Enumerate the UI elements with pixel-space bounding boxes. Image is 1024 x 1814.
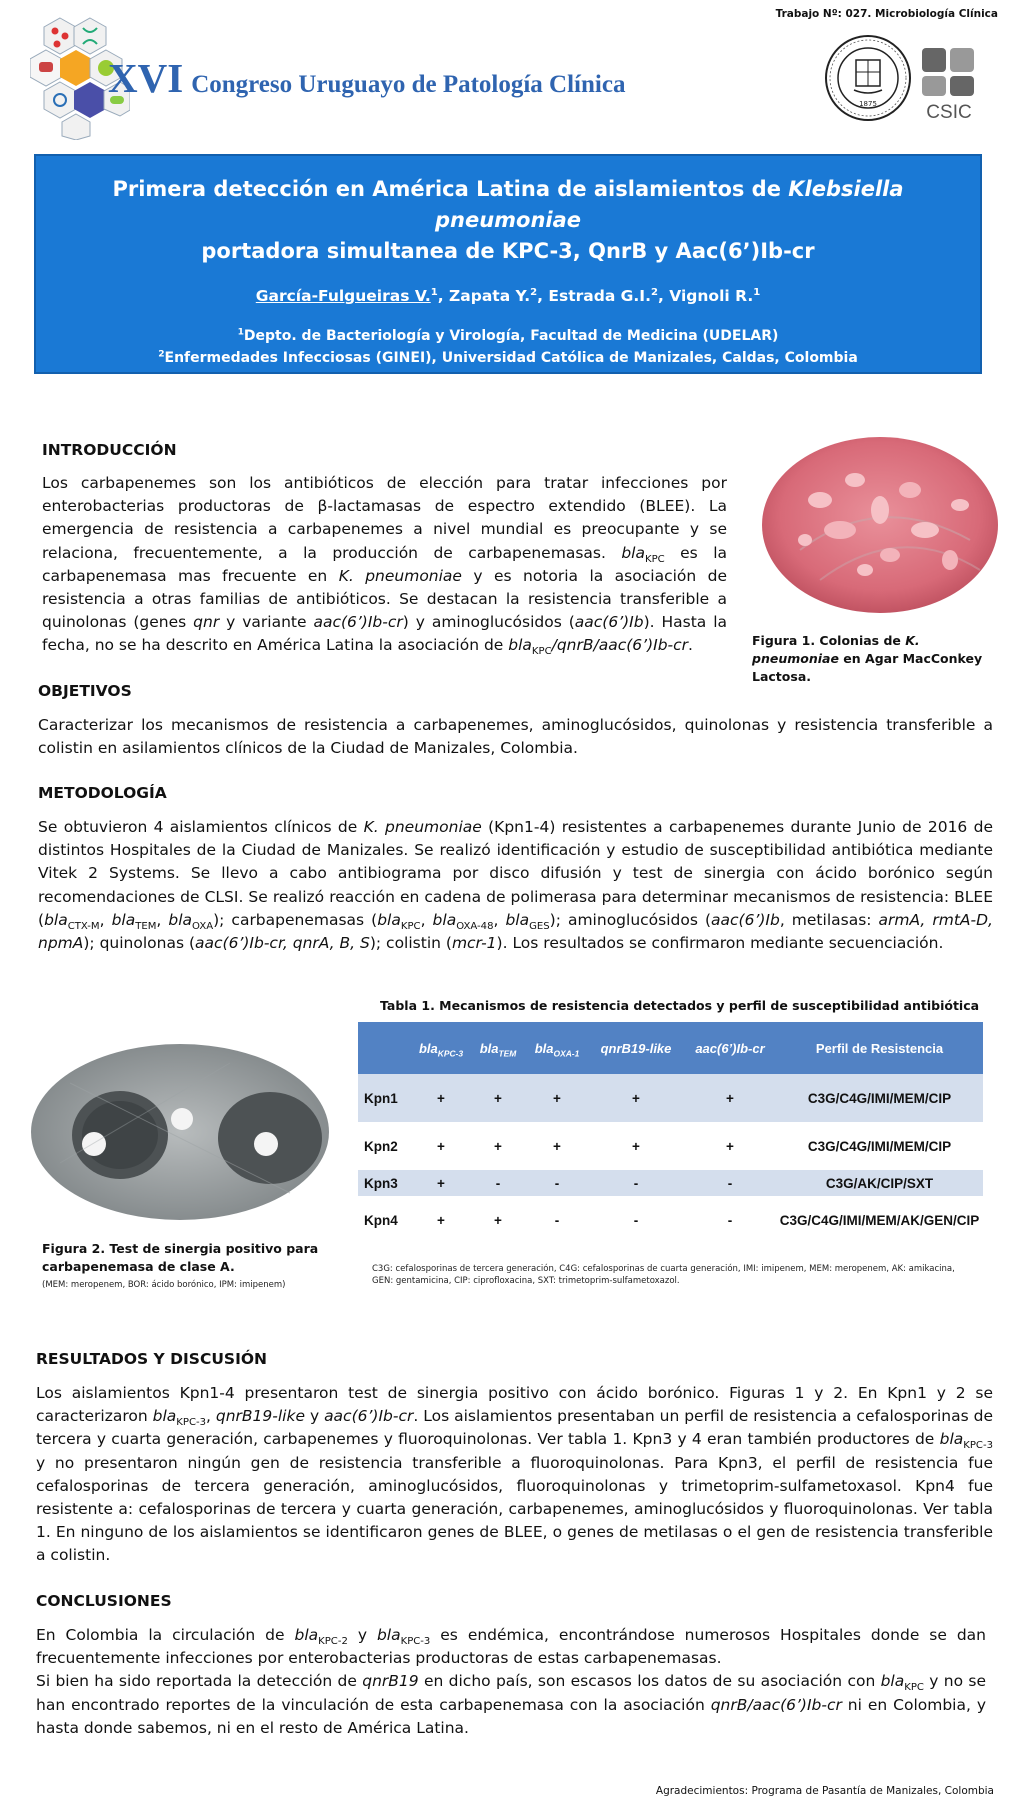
table-cell: - [588,1196,684,1244]
author-presenting: García-Fulgueiras V. [255,287,431,305]
table-cell: + [684,1074,776,1122]
text-run: , [493,910,506,929]
gene-term: aac(6’)Ib-cr [313,613,403,632]
figure2-note: (MEM: meropenem, BOR: ácido borónico, IPM: imipenem) [42,1280,286,1290]
text-run: Si bien ha sido reportada la detección de [36,1672,363,1691]
objetivos-paragraph: Caracterizar los mecanismos de resistencia a carbapenemes, aminoglucósidos, quinolonas y resistencia transferible a colistin en asilamientos clínicos de la Ciudad de Manizales, Colombia. [38,716,993,758]
caption-organism: K. pneumoniae [752,633,920,666]
affiliations [36,325,980,369]
table1-caption: Tabla 1. Mecanismos de resistencia detectados y perfil de susceptibilidad antibiótica [380,998,980,1013]
header-base: bla [418,1040,438,1056]
text-run: ); colistin ( [369,934,452,953]
table-cell: + [588,1074,684,1122]
title-part1: Primera detección en América Latina de aislamientos de [112,177,789,201]
table-cell: + [526,1122,588,1170]
table-header-gene [684,1022,776,1074]
header-sub: TEM [498,1048,517,1059]
text-run: y es notoria la asociación de resistencia a otras familias de antibióticos. Se destacan la resistencia transferible a quinolonas (genes [42,566,727,632]
text-run: y variante [219,613,314,632]
resistance-table [358,1022,983,1244]
table-cell: + [470,1074,526,1122]
gene-term: bla [880,1672,905,1691]
gene-term: aac(6’)Ib-cr [324,1407,414,1426]
isolate-cell: Kpn3 [358,1170,412,1196]
gene-sub: KPC-3 [963,1440,993,1452]
authors-line [36,287,980,305]
seal-year: 1875 [859,100,877,108]
gene-term: bla [377,910,401,929]
intro-paragraph [42,472,727,658]
profile-cell: C3G/C4G/IMI/MEM/AK/GEN/CIP [776,1196,983,1244]
table-cell: + [412,1074,470,1122]
table-cell: + [412,1196,470,1244]
organism-term: K. pneumoniae [338,566,462,585]
gene-term: bla [294,1626,319,1644]
affil-sup: 1 [237,327,244,338]
text-run: ); quinolonas ( [83,934,196,953]
table1-footnote: C3G: cefalosporinas de tercera generación, C4G: cefalosporinas de cuarta generación, IMI: imipenem, MEM: meropenem, AK: amikacina, GEN: gentamicina, CIP: ciprofloxacina, SXT: trimetoprim-sulfametoxazol. [372,1264,955,1286]
gene-term: bla [621,543,645,562]
affiliation-2: Enfermedades Infecciosas (GINEI), Universidad Católica de Manizales, Caldas, Colombia [164,350,858,366]
text-run: y [347,1626,377,1644]
table-cell: + [526,1074,588,1122]
congress-name: Congreso Uruguayo de Patología Clínica [191,71,626,98]
gene-term: aac(6’)Ib-cr, qnrA, B, S [195,934,370,953]
affil-sup: 2 [158,349,165,360]
header-sub: KPC-3 [437,1048,464,1059]
figure1-colonies-image [760,430,1000,620]
table-header-gene [412,1022,470,1074]
gene-sub: KPC-2 [318,1636,348,1648]
text-run: Los carbapenemes son los antibióticos de elección para tratar infecciones por enterobacterias productoras de β-lactamasas de espectro extendido (BLEE). La emergencia de resistencia a carbapenemes a nivel mundial es preocupante y se relaciona, frecuentemente, a la producción de carbapenemasas. [42,474,727,562]
text-run: ); carbapenemasas ( [213,910,378,929]
gene-sub: KPC [531,646,552,658]
text-run: . [688,636,693,655]
text-run: es endémica, encontrándose numerosos Hospitales donde se dan frecuentemente infecciones por enterobacterias productoras de estas carbapenemasas. [36,1626,987,1668]
gene-term: /qnrB/aac(6’)Ib-cr [551,636,689,655]
metodologia-paragraph [38,816,993,955]
congress-roman: XVI [108,55,184,101]
csic-label: CSIC [926,102,972,123]
text-run: (Kpn1-4) resistentes a carbapenemes durante Junio de 2016 de distintos Hospitales de la Ciudad de Manizales. Se realizó identificación y estudio de susceptibilidad antibiótica mediante Vitek 2 Systems. Se llevo a cabo antibiograma por disco difusión y test de sinergia con ácido borónico según recomendaciones de CLSI. Se realizó reacción en cadena de polimerasa para determinar mecanismos de resistencia: BLEE ( [38,818,993,929]
gene-term: bla [508,636,532,655]
text-run: ). Hasta la fecha, no se ha descrito en América Latina la asociación de [42,613,728,655]
table-cell: + [470,1122,526,1170]
gene-sub: KPC [400,920,421,932]
faculty-seal-logo [824,34,912,122]
table-cell: + [412,1122,470,1170]
figure1-caption [752,632,1002,686]
gene-sub: OXA-48 [456,920,494,932]
table-cell: + [412,1170,470,1196]
gene-term: bla [44,910,68,929]
header-base: aac(6’)Ib-cr [695,1040,765,1056]
text-run: y no presentaron ningún gen de resistencia transferible a fluoroquinolonas. Para Kpn3, el perfil de resistencia fue cefalosporinas de tercera generación, aminoglucósidos, fluoroquinolonas y trimetoprim-sulfametoxasol. Kpn4 fue resistente a: cefalosporinas de tercera y cuarta generación, carbapenemes, aminoglucósidos y fluoroquinolonas. Ver tabla 1. En ninguno de los aislamientos se identificaron genes de BLEE, o genes de metilasas o el gen de resistencia transferible a colistin. [36,1453,993,1565]
table-cell: - [526,1196,588,1244]
gene-term: bla [168,910,193,929]
caption-text: Figura 1. Colonias de [752,633,906,648]
table-cell: - [684,1170,776,1196]
gene-term: bla [432,910,457,929]
author: , Zapata Y. [437,287,531,305]
profile-cell: C3G/AK/CIP/SXT [776,1170,983,1196]
title-banner [34,154,982,374]
text-run: ); aminoglucósidos ( [549,910,712,929]
gene-term: qnrB/aac(6’)Ib-cr [710,1695,842,1714]
author-sup: 2 [530,286,538,298]
author-sup: 2 [650,286,658,298]
table-row [358,1122,983,1170]
table-cell: + [470,1196,526,1244]
figure2-synergy-test-image [30,1043,330,1221]
table-header-gene [470,1022,526,1074]
text-run: Los aislamientos Kpn1-4 presentaron test de sinergia positivo con ácido borónico. Figuras 1 y 2. En Kpn1 y 2 se caracterizaron [36,1384,993,1426]
table-row [358,1170,983,1196]
author: , Estrada G.I. [537,287,651,305]
conclusiones-heading: CONCLUSIONES [36,1592,172,1610]
text-run: , [420,910,433,929]
table-cell: + [588,1122,684,1170]
metodologia-heading: METODOLOGÍA [38,784,167,802]
author-sup: 1 [430,286,438,298]
affiliation-1: Depto. de Bacteriología y Virología, Facultad de Medicina (UDELAR) [243,328,779,344]
objetivos-heading: OBJETIVOS [38,682,132,700]
figure2-caption: Figura 2. Test de sinergia positivo para carbapenemasa de clase A. [42,1241,319,1274]
text-run: y [305,1407,325,1426]
gene-term: bla [152,1407,177,1426]
table-header-gene [526,1022,588,1074]
text-run: , [99,910,112,929]
table-cell: - [684,1196,776,1244]
trabajo-number: Trabajo Nº: 027. Microbiología Clínica [775,8,998,20]
text-run: Se obtuvieron 4 aislamientos clínicos de [38,818,364,836]
table-header-row [358,1022,983,1074]
isolate-cell: Kpn1 [358,1074,412,1122]
csic-logo [918,46,980,124]
author-sup: 1 [753,286,761,298]
gene-term: qnrB19-like [215,1407,306,1426]
text-run: ). Los resultados se confirmaron mediante secuenciación. [496,934,944,953]
gene-term: aac(6’)Ib [711,910,780,929]
gene-term: aac(6’)Ib [574,613,644,632]
table-cell: + [684,1122,776,1170]
isolate-cell: Kpn2 [358,1122,412,1170]
table-header-profile: Perfil de Resistencia [776,1022,983,1074]
gene-sub: GES [529,920,550,932]
congress-title [108,54,625,102]
text-run: En Colombia la circulación de [36,1626,295,1644]
gene-term: qnrB19 [362,1672,419,1691]
isolate-cell: Kpn4 [358,1196,412,1244]
table-header-gene [588,1022,684,1074]
acknowledgment: Agradecimientos: Programa de Pasantía de Manizales, Colombia [655,1785,994,1797]
gene-sub: TEM [135,920,157,932]
caption-text: en Agar MacConkey Lactosa. [752,651,983,684]
table-cell: - [588,1170,684,1196]
table-cell: - [526,1170,588,1196]
header-base: bla [479,1040,499,1056]
table-row [358,1074,983,1122]
gene-term: bla [376,1626,401,1644]
text-run: ni en Colombia, y hasta donde sabemos, ni en el resto de América Latina. [36,1695,986,1737]
gene-sub: OXA [192,920,214,932]
profile-cell: C3G/C4G/IMI/MEM/CIP [776,1074,983,1122]
gene-term: qnr [193,613,220,632]
author: , Vignoli R. [657,287,754,305]
table-header-corner [358,1022,412,1074]
resultados-heading: RESULTADOS Y DISCUSIÓN [36,1350,268,1368]
gene-term: mcr-1 [451,934,497,953]
header-base: qnrB19-like [600,1040,672,1056]
header-base: bla [534,1040,554,1056]
text-run: y no se han encontrado reportes de la vinculación de esta carbapenemasa con la asociación [36,1672,987,1714]
resultados-paragraph [36,1382,993,1568]
text-run: en dicho país, son escasos los datos de su asociación con [418,1672,881,1691]
text-run: , [206,1407,216,1426]
gene-sub: KPC [904,1682,924,1694]
organism-term: K. pneumoniae [363,818,482,836]
table-cell: - [470,1170,526,1196]
gene-term: armA, rmtA-D, npmA [38,910,993,953]
gene-sub: KPC-3 [400,1636,431,1648]
text-run: , [156,910,169,929]
profile-cell: C3G/C4G/IMI/MEM/CIP [776,1122,983,1170]
intro-heading: INTRODUCCIÓN [42,441,177,459]
gene-term: bla [111,910,136,929]
conclusiones-paragraph [36,1624,986,1740]
text-run: ) y aminoglucósidos ( [402,613,575,632]
gene-sub: KPC-3 [176,1417,207,1429]
gene-sub: KPC [645,553,665,565]
gene-term: bla [505,910,530,929]
text-run: . Los aislamientos presentaban un perfil de resistencia a cefalosporinas de tercera y cuarta generación, carbapenemes y fluoroquinolonas. Ver tabla 1. Kpn3 y 4 eran también productores de [36,1407,994,1449]
header-sub: OXA-1 [553,1048,580,1059]
title-organism: Klebsiella pneumoniae [434,177,904,232]
text-run: es la carbapenemasa mas frecuente en [42,543,727,585]
title-part2: portadora simultanea de KPC-3, QnrB y Aac(6’)Ib-cr [201,239,815,263]
table-row [358,1196,983,1244]
gene-term: bla [939,1430,964,1449]
gene-sub: CTX-M [67,920,100,932]
poster-title [36,174,980,267]
text-run: , metilasas: [779,910,879,929]
